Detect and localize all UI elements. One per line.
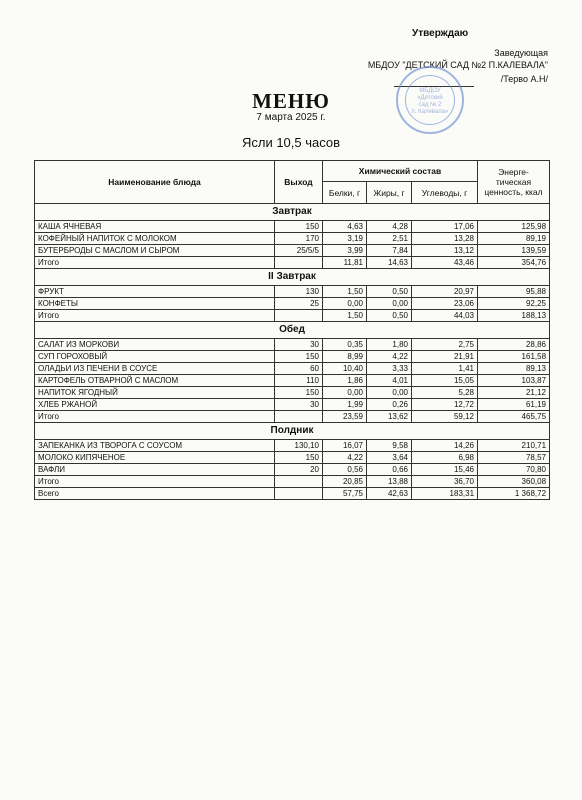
value-cell: 21,12 — [478, 387, 550, 399]
value-cell: 3,99 — [323, 245, 367, 257]
table-row — [35, 221, 550, 233]
table-row — [35, 233, 550, 245]
value-cell: 210,71 — [478, 440, 550, 452]
value-cell: 1,99 — [323, 399, 367, 411]
value-cell: 44,03 — [412, 310, 478, 322]
value-cell: 170 — [275, 233, 323, 245]
value-cell: 465,75 — [478, 411, 550, 423]
value-cell — [275, 257, 323, 269]
value-cell: 354,76 — [478, 257, 550, 269]
value-cell: 1,86 — [323, 375, 367, 387]
value-cell: 360,08 — [478, 476, 550, 488]
value-cell: 60 — [275, 363, 323, 375]
value-cell: 30 — [275, 399, 323, 411]
section-title: Обед — [35, 322, 550, 339]
column-header-chem: Химический состав — [323, 161, 478, 182]
value-cell — [275, 488, 323, 500]
value-cell: 0,00 — [367, 298, 412, 310]
value-cell: 0,56 — [323, 464, 367, 476]
value-cell: 150 — [275, 452, 323, 464]
value-cell: 13,88 — [367, 476, 412, 488]
value-cell: 150 — [275, 221, 323, 233]
value-cell: 23,59 — [323, 411, 367, 423]
value-cell: 10,40 — [323, 363, 367, 375]
table-row — [35, 387, 550, 399]
value-cell: 183,31 — [412, 488, 478, 500]
value-cell: 89,19 — [478, 233, 550, 245]
value-cell: 1,80 — [367, 339, 412, 351]
value-cell: 12,72 — [412, 399, 478, 411]
value-cell: 70,80 — [478, 464, 550, 476]
value-cell: 20,97 — [412, 286, 478, 298]
total-row — [35, 411, 550, 423]
value-cell: 0,66 — [367, 464, 412, 476]
dish-name-cell: БУТЕРБРОДЫ С МАСЛОМ И СЫРОМ — [35, 245, 275, 257]
approve-label: Утверждаю — [412, 28, 469, 39]
table-row — [35, 245, 550, 257]
value-cell: 13,28 — [412, 233, 478, 245]
position-label: Заведующая — [494, 48, 548, 58]
dish-name-cell: ВАФЛИ — [35, 464, 275, 476]
value-cell: 0,50 — [367, 310, 412, 322]
section-title: II Завтрак — [35, 269, 550, 286]
group-label: Ясли 10,5 часов — [241, 135, 341, 150]
value-cell: 6,98 — [412, 452, 478, 464]
value-cell: 89,13 — [478, 363, 550, 375]
menu-table — [34, 160, 550, 500]
value-cell: 13,62 — [367, 411, 412, 423]
value-cell: 9,58 — [367, 440, 412, 452]
dish-name-cell: КОФЕЙНЫЙ НАПИТОК С МОЛОКОМ — [35, 233, 275, 245]
value-cell: 21,91 — [412, 351, 478, 363]
dish-name-cell: Итого — [35, 411, 275, 423]
dish-name-cell: НАПИТОК ЯГОДНЫЙ — [35, 387, 275, 399]
dish-name-cell: Итого — [35, 476, 275, 488]
table-row — [35, 440, 550, 452]
dish-name-cell: ЗАПЕКАНКА ИЗ ТВОРОГА С СОУСОМ — [35, 440, 275, 452]
value-cell: 103,87 — [478, 375, 550, 387]
value-cell: 11,81 — [323, 257, 367, 269]
value-cell: 20 — [275, 464, 323, 476]
table-row — [35, 464, 550, 476]
value-cell — [275, 411, 323, 423]
value-cell: 3,33 — [367, 363, 412, 375]
value-cell: 25 — [275, 298, 323, 310]
value-cell: 1 368,72 — [478, 488, 550, 500]
menu-date: 7 марта 2025 г. — [256, 112, 326, 123]
value-cell: 4,63 — [323, 221, 367, 233]
dish-name-cell: ОЛАДЬИ ИЗ ПЕЧЕНИ В СОУСЕ — [35, 363, 275, 375]
menu-body — [35, 204, 550, 500]
value-cell: 42,63 — [367, 488, 412, 500]
table-row — [35, 286, 550, 298]
column-header-fat: Жиры, г — [367, 182, 412, 204]
dish-name-cell: Итого — [35, 310, 275, 322]
column-header-carbs: Углеводы, г — [412, 182, 478, 204]
value-cell: 1,41 — [412, 363, 478, 375]
table-row — [35, 363, 550, 375]
dish-name-cell: ХЛЕБ РЖАНОЙ — [35, 399, 275, 411]
section-header — [35, 322, 550, 339]
dish-name-cell: КАША ЯЧНЕВАЯ — [35, 221, 275, 233]
value-cell: 130,10 — [275, 440, 323, 452]
stamp-line: «Детский — [417, 95, 443, 101]
value-cell: 17,06 — [412, 221, 478, 233]
column-header-output: Выход — [275, 161, 323, 204]
organization-name: МБДОУ "ДЕТСКИЙ САД №2 П.КАЛЕВАЛА" — [367, 60, 548, 70]
value-cell: 25/5/5 — [275, 245, 323, 257]
dish-name-cell: ФРУКТ — [35, 286, 275, 298]
value-cell: 14,63 — [367, 257, 412, 269]
table-row — [35, 298, 550, 310]
value-cell: 20,85 — [323, 476, 367, 488]
value-cell: 13,12 — [412, 245, 478, 257]
column-header-name: Наименование блюда — [35, 161, 275, 204]
table-row — [35, 339, 550, 351]
value-cell: 15,05 — [412, 375, 478, 387]
value-cell: 0,50 — [367, 286, 412, 298]
dish-name-cell: СУП ГОРОХОВЫЙ — [35, 351, 275, 363]
table-row — [35, 399, 550, 411]
value-cell: 150 — [275, 387, 323, 399]
value-cell: 7,84 — [367, 245, 412, 257]
column-header-protein: Белки, г — [323, 182, 367, 204]
total-row — [35, 310, 550, 322]
value-cell: 0,00 — [367, 387, 412, 399]
value-cell: 161,58 — [478, 351, 550, 363]
stamp-line: сад № 2 — [418, 102, 442, 108]
value-cell: 1,50 — [323, 310, 367, 322]
value-cell: 2,51 — [367, 233, 412, 245]
value-cell: 5,28 — [412, 387, 478, 399]
value-cell: 4,22 — [367, 351, 412, 363]
value-cell: 30 — [275, 339, 323, 351]
dish-name-cell: КАРТОФЕЛЬ ОТВАРНОЙ С МАСЛОМ — [35, 375, 275, 387]
column-header-energy: Энерге-тическая ценность, ккал — [478, 161, 550, 204]
value-cell — [275, 310, 323, 322]
value-cell: 23,06 — [412, 298, 478, 310]
value-cell: 0,26 — [367, 399, 412, 411]
value-cell: 57,75 — [323, 488, 367, 500]
dish-name-cell: САЛАТ ИЗ МОРКОВИ — [35, 339, 275, 351]
value-cell: 4,28 — [367, 221, 412, 233]
value-cell: 43,46 — [412, 257, 478, 269]
signer-name: /Терво А.Н/ — [500, 74, 548, 84]
page-title: МЕНЮ — [252, 89, 330, 113]
value-cell: 3,64 — [367, 452, 412, 464]
dish-name-cell: МОЛОКО КИПЯЧЕНОЕ — [35, 452, 275, 464]
total-row — [35, 257, 550, 269]
value-cell: 0,00 — [323, 298, 367, 310]
dish-name-cell: Итого — [35, 257, 275, 269]
section-title: Завтрак — [35, 204, 550, 221]
table-row — [35, 351, 550, 363]
value-cell: 0,35 — [323, 339, 367, 351]
value-cell: 0,00 — [323, 387, 367, 399]
value-cell: 139,59 — [478, 245, 550, 257]
section-title: Полдник — [35, 423, 550, 440]
value-cell: 4,22 — [323, 452, 367, 464]
dish-name-cell: Всего — [35, 488, 275, 500]
stamp-line: МБДОУ — [419, 88, 441, 94]
value-cell: 8,99 — [323, 351, 367, 363]
value-cell: 16,07 — [323, 440, 367, 452]
value-cell: 92,25 — [478, 298, 550, 310]
value-cell: 1,50 — [323, 286, 367, 298]
dish-name-cell: КОНФЕТЫ — [35, 298, 275, 310]
stamp-line: п. Калевала» — [411, 109, 449, 115]
value-cell: 150 — [275, 351, 323, 363]
value-cell — [275, 476, 323, 488]
value-cell: 110 — [275, 375, 323, 387]
value-cell: 15,46 — [412, 464, 478, 476]
value-cell: 3,19 — [323, 233, 367, 245]
table-row — [35, 452, 550, 464]
value-cell: 188,13 — [478, 310, 550, 322]
value-cell: 95,88 — [478, 286, 550, 298]
value-cell: 28,86 — [478, 339, 550, 351]
value-cell: 4,01 — [367, 375, 412, 387]
grand-total-row — [35, 488, 550, 500]
value-cell: 59,12 — [412, 411, 478, 423]
value-cell: 125,98 — [478, 221, 550, 233]
table-row — [35, 375, 550, 387]
value-cell: 130 — [275, 286, 323, 298]
section-header — [35, 269, 550, 286]
value-cell: 78,57 — [478, 452, 550, 464]
value-cell: 14,26 — [412, 440, 478, 452]
section-header — [35, 423, 550, 440]
section-header — [35, 204, 550, 221]
value-cell: 61,19 — [478, 399, 550, 411]
value-cell: 2,75 — [412, 339, 478, 351]
value-cell: 36,70 — [412, 476, 478, 488]
total-row — [35, 476, 550, 488]
